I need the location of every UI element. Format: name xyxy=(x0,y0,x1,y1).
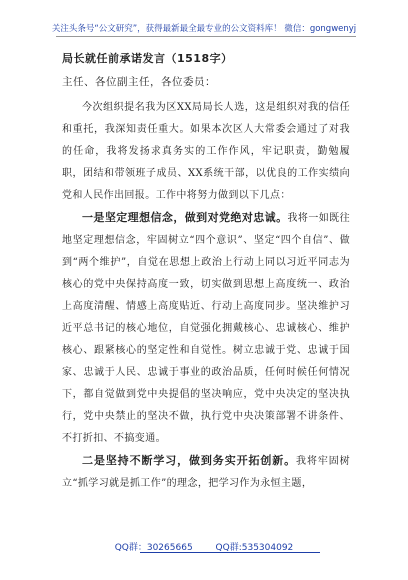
paragraph-3-body: 我将牢固树立“抓学习就是抓工作”的理念，把学习作为永恒主题， xyxy=(62,456,351,489)
paragraph-3-lead: 二是坚持不断学习，做到务实开拓创新。 xyxy=(82,454,297,467)
footer-qq-group-2: QQ群:535304092 xyxy=(215,543,294,553)
greeting: 主任、各位副主任，各位委员： xyxy=(62,76,216,88)
footer-underline xyxy=(140,552,320,553)
document-title: 局长就任前承诺发言（1518字） xyxy=(62,52,233,65)
paragraph-2 xyxy=(62,207,350,450)
paragraph-2-lead: 一是坚定理想信念，做到对党绝对忠诚。 xyxy=(82,211,288,224)
paragraph-3 xyxy=(62,450,350,495)
header-banner: 关注头条号“公文研究”，获得最新最全最专业的公文资料库！ 微信：gongwenyj xyxy=(51,24,357,34)
footer-qq-group-1: QQ群：30265665 xyxy=(114,543,193,553)
header-divider xyxy=(56,36,356,37)
document-body xyxy=(62,50,350,495)
paragraph-2-body: 我将一如既往地坚定理想信念，牢固树立“四个意识”、坚定“四个自信”、做到“两个维护”，自觉在思想上政治上行动上同以习近平同志为核心的党中央保持高度一致，切实做到思想上高度统一、政治上高度清醒、情感上高度贴近、行动上高度同步。坚决维护习近平总书记的核心地位，自觉强化拥戴核心、忠诚核心、维护核心、跟紧核心的坚定性和自觉性。树立忠诚于党、忠诚于国家、忠诚于人民、忠诚于事业的政治品质，任何时候任何情况下，都自觉做到党中央提倡的坚决响应，党中央决定的坚决执行，党中央禁止的坚决不做，执行党中央决策部署不讲条件、不打折扣、不搞变通。 xyxy=(62,213,351,444)
paragraph-1: 今次组织提名我为区XX局局长人选，这是组织对我的信任和重托，我深知责任重大。如果本次区人大常委会通过了对我的任命，我将发扬求真务实的工作作风，牢记职责，勤勉履职，团结和带领班子成员、XX系统干部，以优良的工作实绩向党和人民作出回报。工作中将努力做到以下几点： xyxy=(62,102,350,201)
